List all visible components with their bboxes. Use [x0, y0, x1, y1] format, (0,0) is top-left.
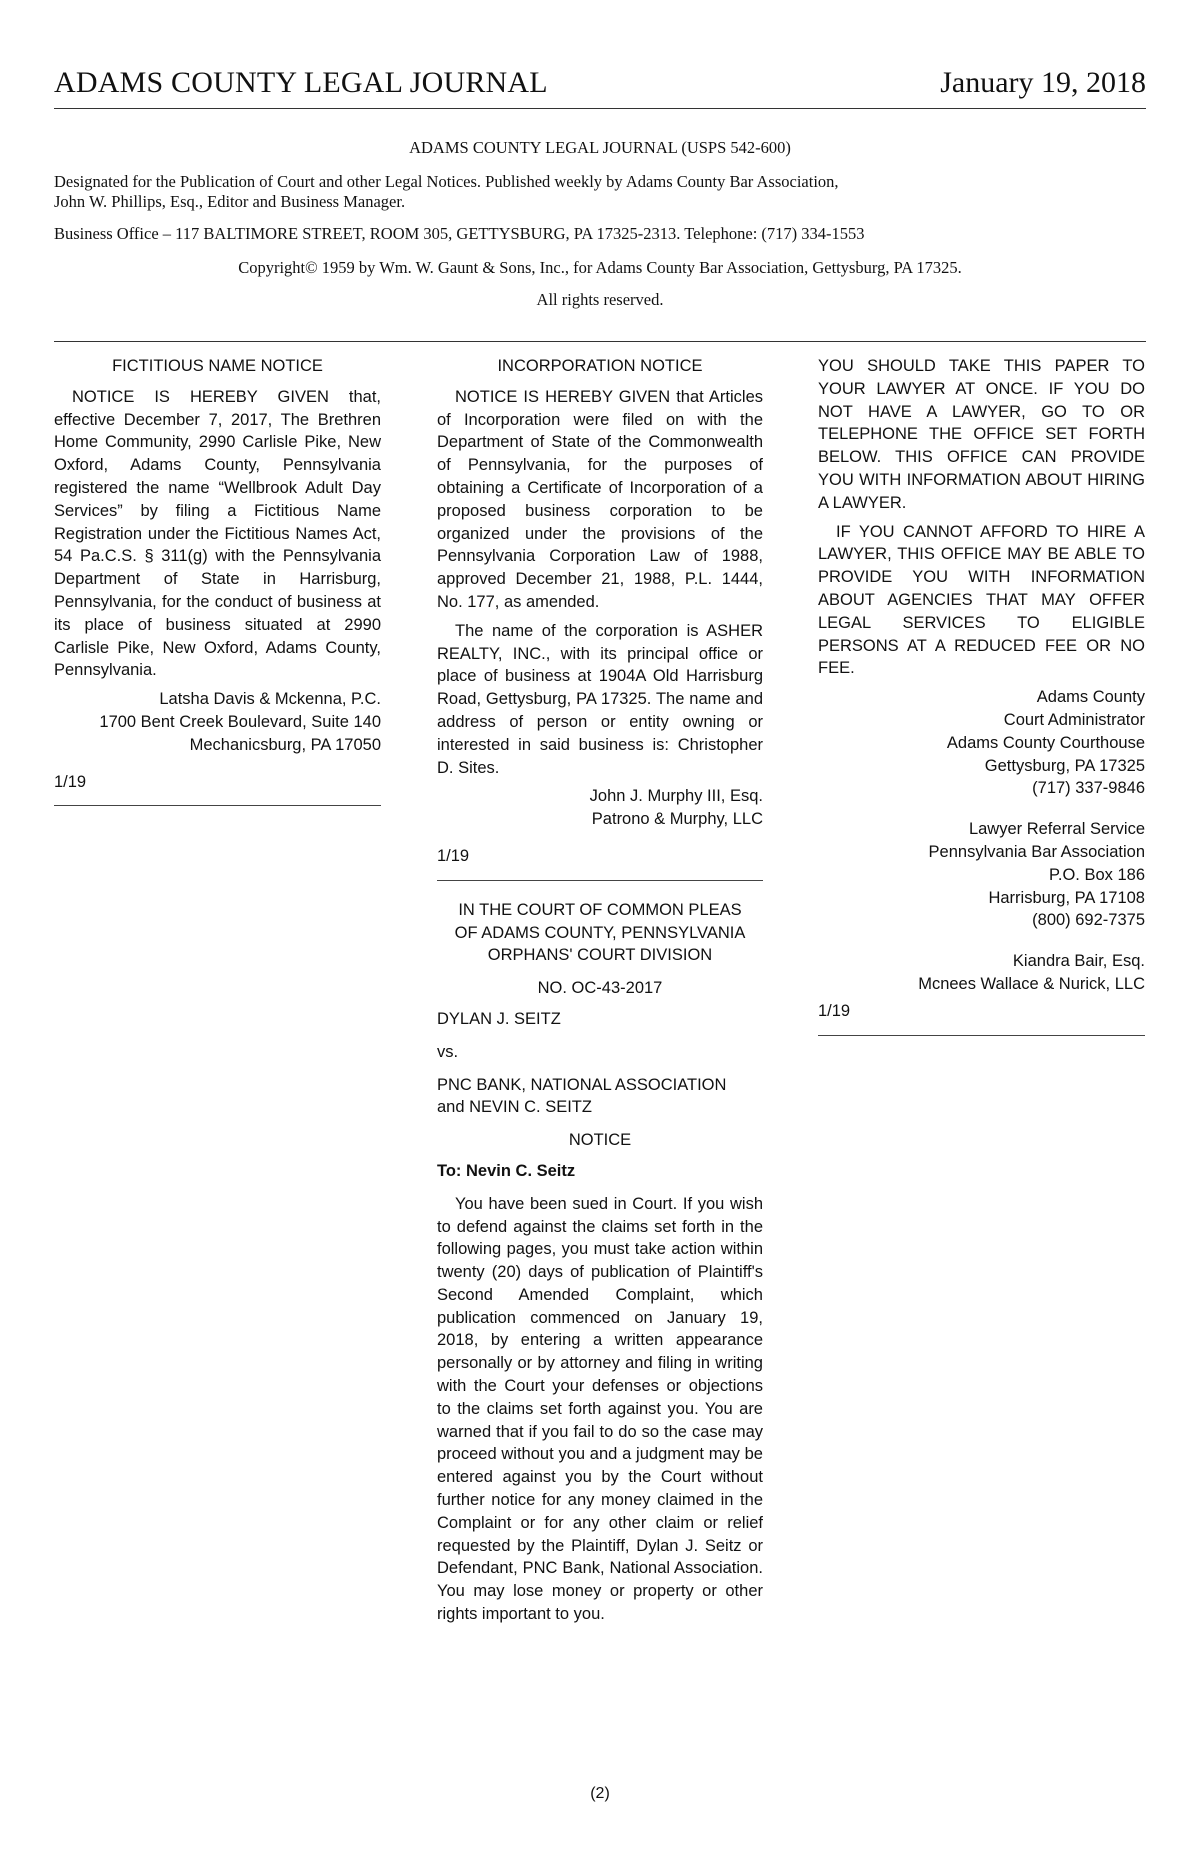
incorporation-heading: INCORPORATION NOTICE	[497, 357, 703, 375]
court-notice-body: You have been sued in Court. If you wish to defend against the claims set forth in the following pages, you must take action within twenty (20) days of publication of Plaintiff's Second Amended Complaint, which publication commenced on January 19, 2018, by entering a written appearance personally or by attorney and filing in writing with the Court your defenses or objections to the claims set forth against you. You are warned that if you fail to do so the case may proceed without you and a judgment may be entered against you by the Court without further notice for any money claimed in the Complaint or for any other claim or relief requested by the Plaintiff, Dylan J. Seitz or Defendant, PNC Bank, National Association. You may lose money or property or other rights important to you.	[437, 1194, 763, 1624]
publication-title: ADAMS COUNTY LEGAL JOURNAL (USPS 542-600)	[409, 138, 791, 157]
fictitious-name-heading: FICTITIOUS NAME NOTICE	[112, 357, 323, 375]
designation-line-1: Designated for the Publication of Court and other Legal Notices. Published weekly by Adams County Bar Association,	[54, 172, 839, 191]
fictitious-sig-address-2: Mechanicsburg, PA 17050	[189, 735, 381, 754]
publication-designation	[54, 172, 1146, 212]
court-line-1: IN THE COURT OF COMMON PLEAS	[458, 900, 742, 919]
column-2	[437, 355, 763, 1632]
incorporation-body-1: NOTICE IS HEREBY GIVEN that Articles of Incorporation were filed on with the Department of State of the Commonwealth of Pennsylvania, for the purposes of obtaining a Certificate of Incorporation of a proposed business corporation to be organized under the provisions of the Pennsylvania Corporation Law of 1988, approved December 21, 1988, P.L. 1444, No. 177, as amended.	[437, 387, 763, 611]
referral-line-2: Pennsylvania Bar Association	[928, 842, 1145, 861]
defendants-names: PNC BANK, NATIONAL ASSOCIATION and NEVIN C. SEITZ	[437, 1075, 727, 1117]
versus-label: vs.	[437, 1042, 459, 1061]
incorporation-date-tag: 1/19	[437, 846, 470, 865]
court-admin-line-2: Court Administrator	[1003, 710, 1145, 729]
case-number: NO. OC-43-2017	[537, 979, 663, 998]
court-admin-line-3: Adams County Courthouse	[946, 733, 1145, 752]
copyright-line: Copyright© 1959 by Wm. W. Gaunt & Sons, Inc., for Adams County Bar Association, Gettysburg, PA 17325.	[238, 258, 962, 277]
column-3-divider	[818, 1035, 1145, 1036]
attorney-firm: Mcnees Wallace & Nurick, LLC	[918, 974, 1145, 993]
issue-date: January 19, 2018	[940, 66, 1146, 99]
fictitious-name-body: NOTICE IS HEREBY GIVEN that, effective December 7, 2017, The Brethren Home Community, 2990 Carlisle Pike, New Oxford, Adams County, Pennsylvania registered the name “Wellbrook Adult Day Services” by filing a Fictitious Name Registration under the Fictitious Names Act, 54 Pa.C.S. § 311(g) with the Pennsylvania Department of State in Harrisburg, Pennsylvania, for the conduct of business at its place of business situated at 2990 Carlisle Pike, New Oxford, Adams County, Pennsylvania.	[54, 387, 381, 680]
fictitious-sig-address-1: 1700 Bent Creek Boulevard, Suite 140	[99, 712, 381, 731]
incorporation-body-2: The name of the corporation is ASHER REALTY, INC., with its principal office or place of business at 1904A Old Harrisburg Road, Gettysburg, PA 17325. The name and address of person or entity owning or interested in said business is: Christopher D. Sites.	[437, 621, 763, 777]
publication-info	[54, 138, 1146, 310]
lawyer-notice-para-1: YOU SHOULD TAKE THIS PAPER TO YOUR LAWYER AT ONCE. IF YOU DO NOT HAVE A LAWYER, GO TO OR TELEPHONE THE OFFICE SET FORTH BELOW. THIS OFFICE CAN PROVIDE YOU WITH INFORMATION ABOUT HIRING A LAWYER.	[818, 357, 1145, 512]
referral-line-1: Lawyer Referral Service	[968, 820, 1145, 839]
notice-heading: NOTICE	[568, 1131, 632, 1150]
referral-phone: (800) 692-7375	[1032, 911, 1145, 930]
header-divider	[54, 341, 1146, 342]
plaintiff-name: DYLAN J. SEITZ	[437, 1009, 561, 1028]
column-1	[54, 355, 381, 806]
fictitious-sig-firm: Latsha Davis & Mckenna, P.C.	[159, 690, 381, 709]
court-admin-phone: (717) 337-9846	[1032, 779, 1145, 798]
court-admin-line-4: Gettysburg, PA 17325	[984, 756, 1145, 775]
rights-line: All rights reserved.	[536, 290, 664, 309]
incorporation-sig-name: John J. Murphy III, Esq.	[589, 787, 763, 806]
masthead	[54, 66, 1146, 109]
attorney-name: Kiandra Bair, Esq.	[1012, 952, 1145, 971]
incorporation-sig-firm: Patrono & Murphy, LLC	[591, 810, 763, 829]
notice-recipient: To: Nevin C. Seitz	[437, 1161, 576, 1180]
designation-line-2: John W. Phillips, Esq., Editor and Business Manager.	[54, 192, 406, 211]
page-number: (2)	[590, 1785, 610, 1802]
court-line-3: ORPHANS' COURT DIVISION	[487, 946, 713, 965]
business-office: Business Office – 117 BALTIMORE STREET, ROOM 305, GETTYSBURG, PA 17325-2313. Telephone: (717) 334-1553	[54, 224, 865, 243]
column-3	[818, 355, 1145, 1036]
column-1-divider	[54, 805, 381, 806]
court-admin-line-1: Adams County	[1036, 688, 1145, 707]
lawyer-notice-para-2: IF YOU CANNOT AFFORD TO HIRE A LAWYER, THIS OFFICE MAY BE ABLE TO PROVIDE YOU WITH INFORMATION ABOUT AGENCIES THAT MAY OFFER LEGAL SERVICES TO ELIGIBLE PERSONS AT A REDUCED FEE OR NO FEE.	[818, 522, 1145, 678]
journal-name: ADAMS COUNTY LEGAL JOURNAL	[54, 66, 548, 99]
court-line-2: OF ADAMS COUNTY, PENNSYLVANIA	[454, 923, 746, 942]
referral-line-3: P.O. Box 186	[1048, 865, 1145, 884]
fictitious-date-tag: 1/19	[54, 772, 87, 791]
lawyer-notice-date-tag: 1/19	[818, 1001, 851, 1020]
referral-line-4: Harrisburg, PA 17108	[988, 888, 1145, 907]
